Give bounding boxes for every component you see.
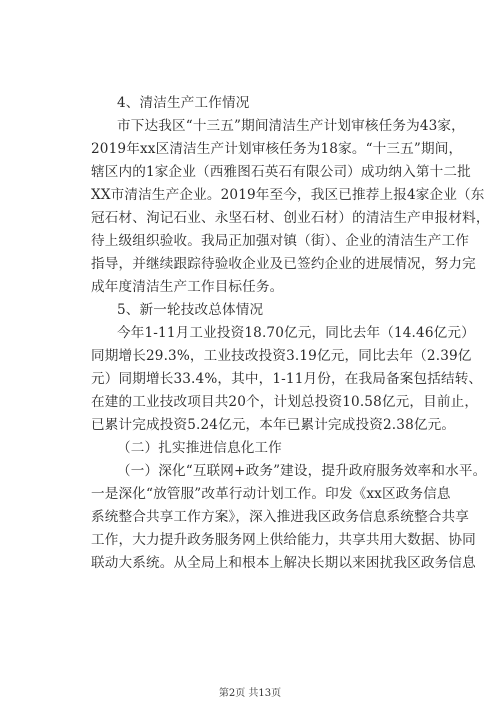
paragraph-line: 待上级组织验收。我局正加强对镇（街）、企业的清洁生产工作 <box>91 233 470 249</box>
paragraph-line: 联动大系统。从全局上和根本上解决长期以来困扰我区政务信息 <box>91 555 476 571</box>
paragraph-line: 成年度清洁生产工作目标任务。 <box>91 279 284 295</box>
paragraph-line: 已累计完成投资5.24亿元，本年已累计完成投资2.38亿元。 <box>91 417 456 433</box>
paragraph-line: 2019年xx区清洁生产计划审核任务为18家。“十三五”期间， <box>91 141 463 157</box>
section-heading: 5、新一轮技改总体情况 <box>117 302 264 318</box>
paragraph-line: 市下达我区“十三五”期间清洁生产计划审核任务为43家， <box>117 118 465 134</box>
paragraph-line: 系统整合共享工作方案》，深入推进我区政务信息系统整合共享 <box>91 509 470 525</box>
document-body <box>91 92 490 575</box>
section-heading: （一）深化“互联网+政务”建设，提升政府服务效率和水平。 <box>117 463 487 479</box>
page-footer: 第2页 共13页 <box>218 688 282 699</box>
section-heading: 4、清洁生产工作情况 <box>117 95 250 111</box>
paragraph-line: 指导，并继续跟踪待验收企业及已签约企业的进展情况，努力完 <box>91 256 476 272</box>
paragraph-line: 冠石材、洵记石业、永坚石材、创业石材）的清洁生产申报材料， <box>91 210 490 226</box>
paragraph-line: 元）同期增长33.4%，其中，1-11月份，在我局备案包括结转、 <box>91 371 483 387</box>
paragraph-line: 一是深化“放管服”改革行动计划工作。印发《xx区政务信息 <box>91 486 451 502</box>
paragraph-line: 今年1-11月工业投资18.70亿元，同比去年（14.46亿元） <box>117 325 475 341</box>
paragraph-line: 同期增长29.3%，工业技改投资3.19亿元，同比去年（2.39亿 <box>91 348 472 364</box>
paragraph-line: 工作，大力提升政务服务网上供给能力，共享共用大数据、协同 <box>91 532 476 548</box>
paragraph-line: XX市清洁生产企业。2019年至今，我区已推荐上报4家企业（东 <box>91 187 485 203</box>
paragraph-line: 辖区内的1家企业（西雅图石英石有限公司）成功纳入第十二批 <box>91 164 471 180</box>
section-heading: （二）扎实推进信息化工作 <box>117 440 282 456</box>
paragraph-line: 在建的工业技改项目共20个，计划总投资10.58亿元，目前止， <box>91 394 479 410</box>
